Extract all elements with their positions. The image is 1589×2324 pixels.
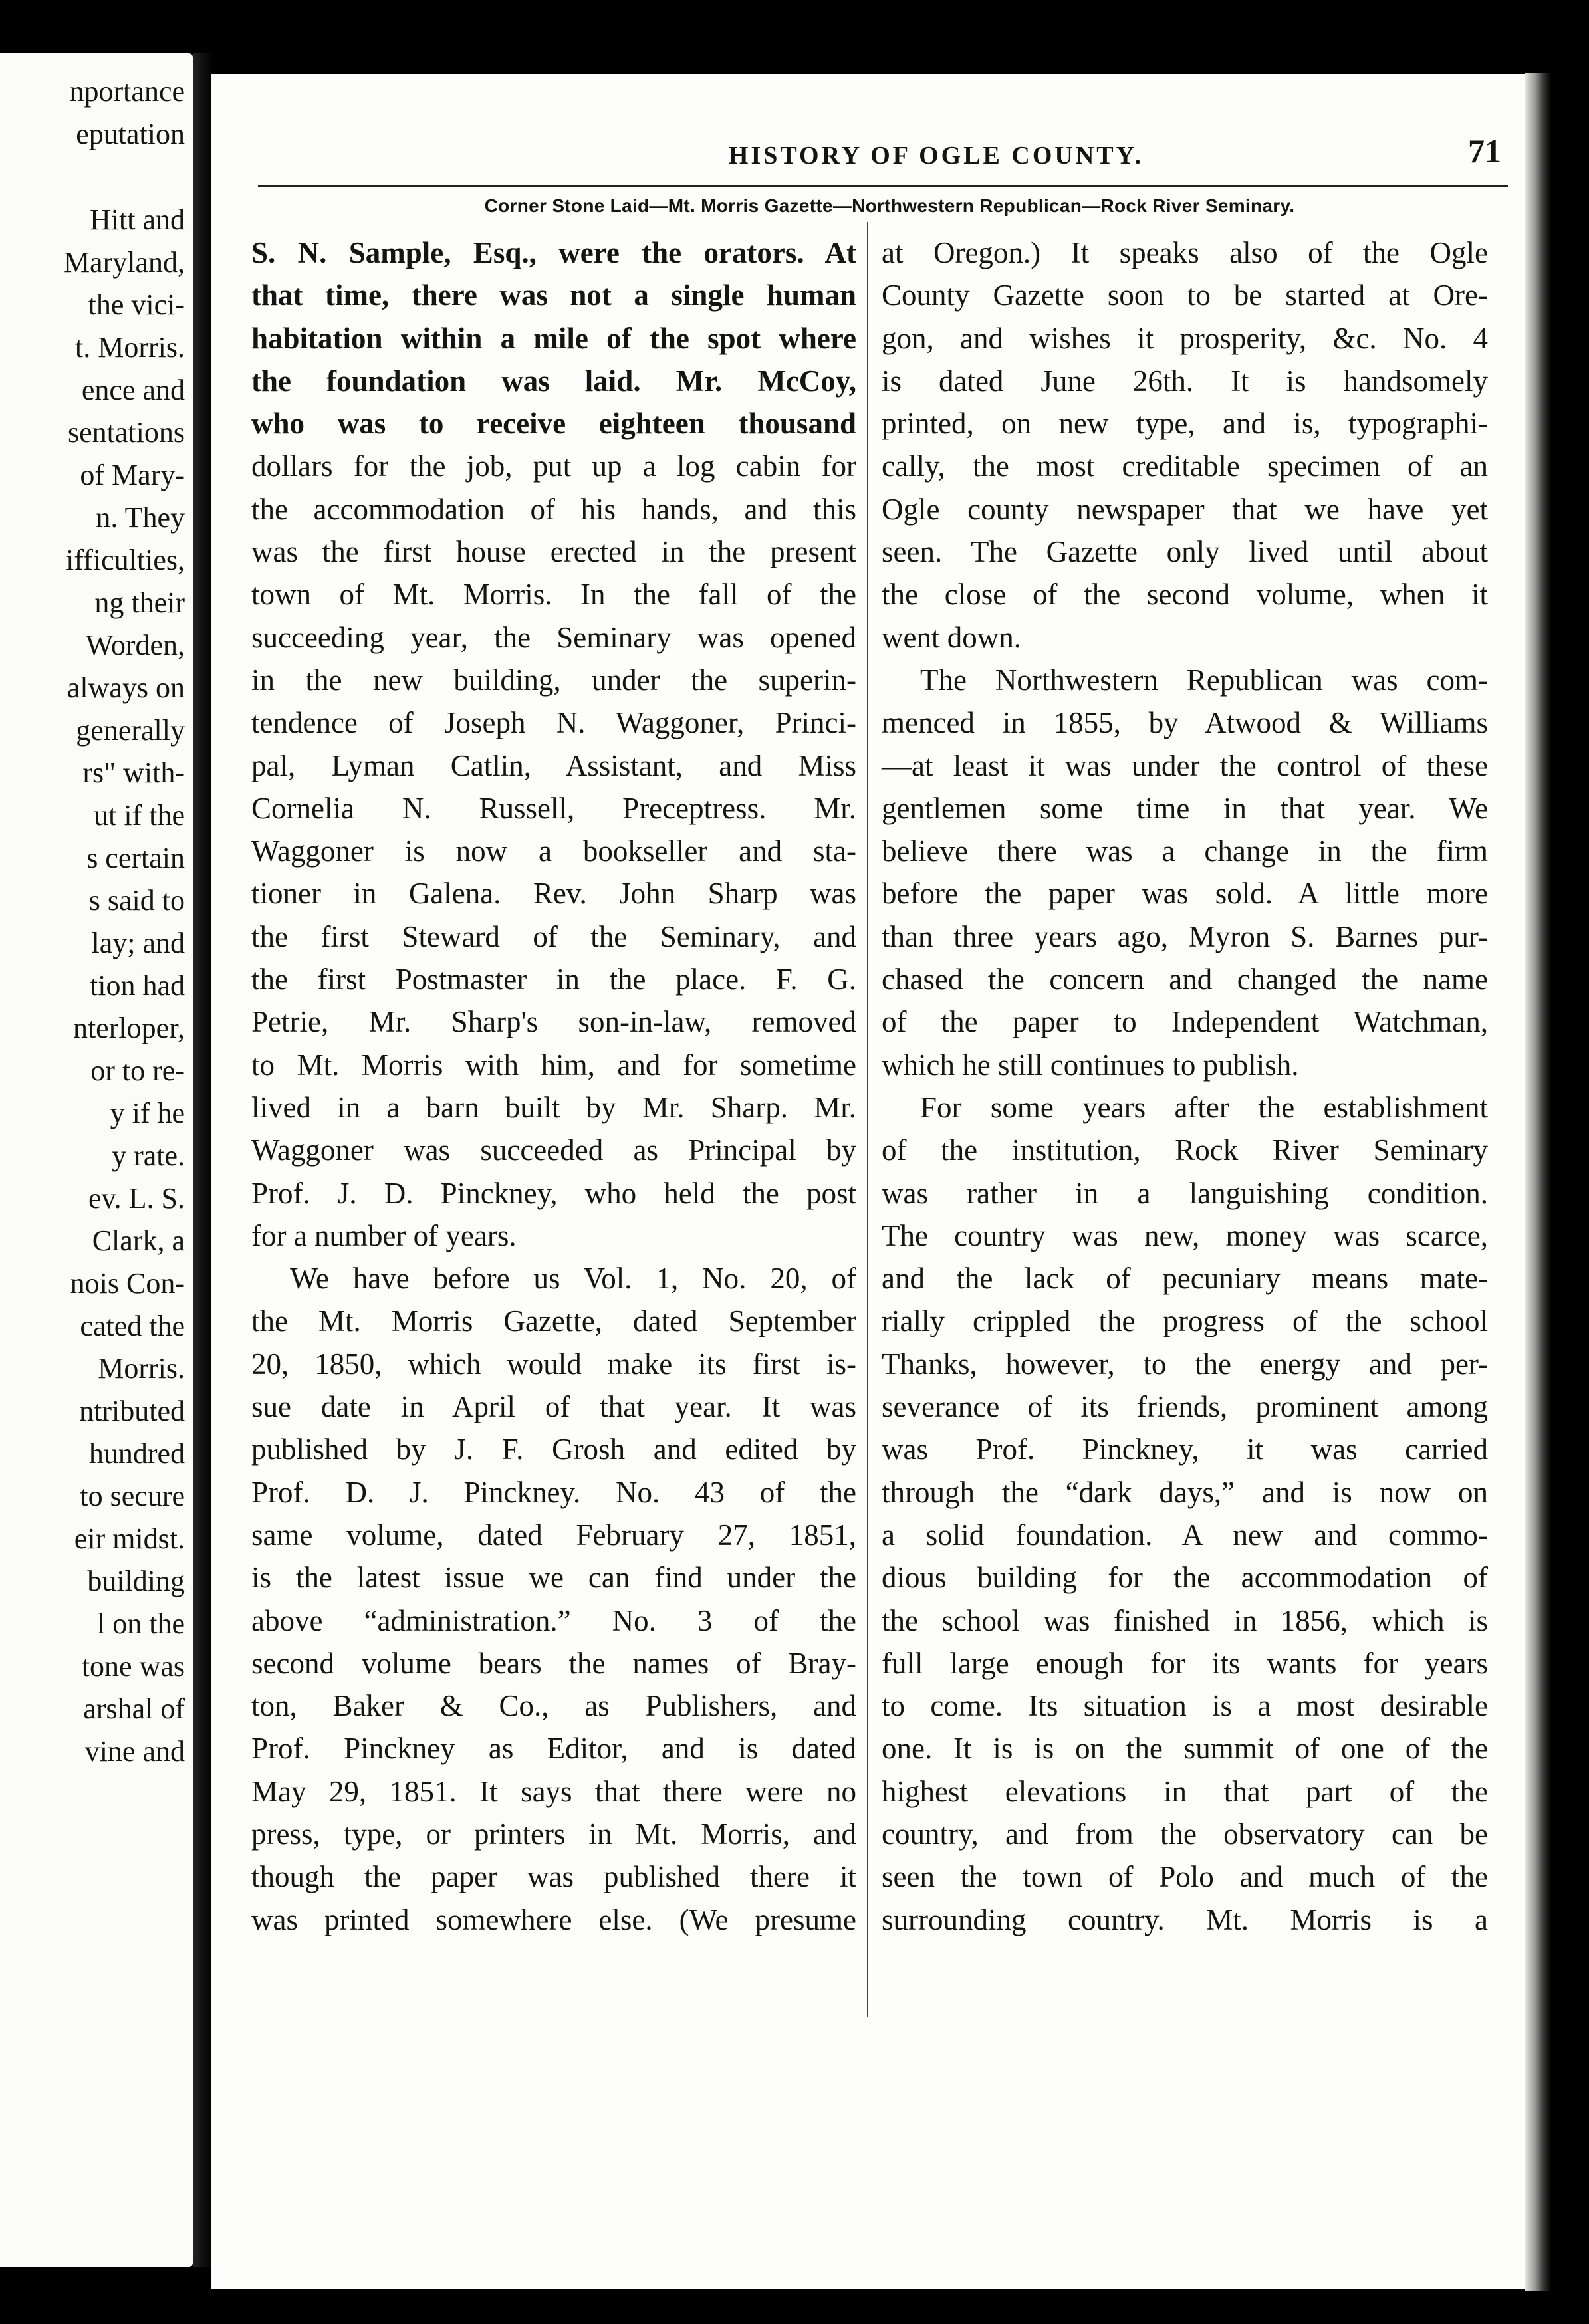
text-line: Cornelia N. Russell, Preceptress. Mr.	[251, 791, 856, 825]
text-line: press, type, or printers in Mt. Morris, and	[251, 1817, 856, 1851]
text-line: second volume bears the names of Bray-	[251, 1646, 856, 1680]
text-line: country, and from the observatory can be	[882, 1817, 1488, 1851]
prev-line: the vici-	[88, 289, 185, 321]
prev-line: Maryland,	[63, 246, 185, 279]
text-line: seen the town of Polo and much of the	[882, 1860, 1488, 1894]
text-line: though the paper was published there it	[251, 1860, 856, 1894]
text-line: was the first house erected in the present	[251, 535, 856, 569]
prev-line: eir midst.	[74, 1522, 185, 1555]
text-line: believe there was a change in the firm	[882, 834, 1488, 868]
text-line: went down.	[882, 620, 1021, 654]
prev-line: ut if the	[94, 799, 185, 832]
text-line: gentlemen some time in that year. We	[882, 791, 1488, 825]
text-line: Ogle county newspaper that we have yet	[882, 492, 1488, 526]
prev-line: y rate.	[112, 1139, 185, 1172]
text-line: was Prof. Pinckney, it was carried	[882, 1433, 1488, 1466]
prev-line: generally	[76, 714, 185, 747]
column-divider	[867, 222, 868, 2017]
text-line: May 29, 1851. It says that there were no	[251, 1774, 856, 1808]
text-line: a solid foundation. A new and commo-	[882, 1518, 1488, 1552]
text-line: town of Mt. Morris. In the fall of the	[251, 578, 856, 612]
text-line: the Mt. Morris Gazette, dated September	[251, 1304, 856, 1338]
text-line: Waggoner is now a bookseller and sta-	[251, 834, 856, 868]
text-line: was rather in a languishing condition.	[882, 1176, 1488, 1210]
prev-line: of Mary-	[80, 459, 185, 491]
text-line: tendence of Joseph N. Waggoner, Princi-	[251, 706, 856, 740]
text-line: The country was new, money was scarce,	[882, 1219, 1488, 1252]
text-line: We have before us Vol. 1, No. 20, of	[290, 1262, 856, 1296]
text-line: and the lack of pecuniary means mate-	[882, 1262, 1488, 1296]
text-line: the first Steward of the Seminary, and	[251, 919, 856, 953]
book-gutter	[193, 53, 213, 2267]
text-line: —at least it was under the control of these	[882, 749, 1488, 782]
page-number: 71	[1468, 132, 1501, 170]
prev-line: ntributed	[79, 1395, 185, 1427]
prev-line: sentations	[68, 416, 185, 449]
text-line: Prof. J. D. Pinckney, who held the post	[251, 1176, 856, 1210]
prev-line: arshal of	[83, 1692, 185, 1725]
text-line: chased the concern and changed the name	[882, 963, 1488, 996]
text-line: S. N. Sample, Esq., were the orators. At	[251, 236, 856, 269]
prev-line: s said to	[88, 884, 185, 917]
running-header: HISTORY OF OGLE COUNTY.	[728, 142, 1144, 170]
text-line: than three years ago, Myron S. Barnes pur-	[882, 919, 1488, 953]
text-line: habitation within a mile of the spot where	[251, 321, 856, 355]
text-line: surrounding country. Mt. Morris is a	[882, 1903, 1488, 1936]
text-line: printed, on new type, and is, typographi-	[882, 407, 1488, 441]
text-line: who was to receive eighteen thousand	[251, 407, 856, 441]
text-line: one. It is is on the summit of one of the	[882, 1732, 1488, 1766]
prev-line: cated the	[80, 1310, 185, 1342]
prev-line: ence and	[81, 374, 185, 406]
text-line: 20, 1850, which would make its first is-	[251, 1347, 856, 1381]
text-line: For some years after the establishment	[920, 1090, 1488, 1124]
text-line: ton, Baker & Co., as Publishers, and	[251, 1689, 856, 1723]
text-line: through the “dark days,” and is now on	[882, 1475, 1488, 1509]
text-line: was printed somewhere else. (We presume	[251, 1903, 856, 1936]
text-line: gon, and wishes it prosperity, &c. No. 4	[882, 321, 1488, 355]
text-line: to Mt. Morris with him, and for sometime	[251, 1048, 856, 1082]
prev-line: nportance	[69, 75, 185, 108]
text-line: the school was finished in 1856, which is	[882, 1603, 1488, 1637]
prev-line: or to re-	[90, 1054, 185, 1087]
prev-line: tion had	[90, 969, 185, 1002]
text-line: same volume, dated February 27, 1851,	[251, 1518, 856, 1552]
text-line: The Northwestern Republican was com-	[920, 663, 1488, 697]
text-line: succeeding year, the Seminary was opened	[251, 620, 856, 654]
text-line: which he still continues to publish.	[882, 1048, 1299, 1082]
text-line: is dated June 26th. It is handsomely	[882, 364, 1488, 398]
text-line: sue date in April of that year. It was	[251, 1390, 856, 1424]
text-line: Waggoner was succeeded as Principal by	[251, 1133, 856, 1167]
text-line: of the institution, Rock River Seminary	[882, 1133, 1488, 1167]
prev-line: t. Morris.	[75, 331, 185, 364]
text-line: dious building for the accommodation of	[882, 1561, 1488, 1595]
prev-line: l on the	[97, 1607, 185, 1640]
page-subheading: Corner Stone Laid—Mt. Morris Gazette—Northwestern Republican—Rock River Seminary.	[484, 195, 1295, 216]
text-line: highest elevations in that part of the	[882, 1774, 1488, 1808]
prev-line: ev. L. S.	[88, 1182, 185, 1215]
text-line: Prof. Pinckney as Editor, and is dated	[251, 1732, 856, 1766]
text-line: menced in 1855, by Atwood & Williams	[882, 706, 1488, 740]
left-column	[251, 231, 856, 1941]
right-column	[882, 231, 1488, 1941]
text-line: for a number of years.	[251, 1219, 517, 1252]
text-line: in the new building, under the superin-	[251, 663, 856, 697]
text-line: Prof. D. J. Pinckney. No. 43 of the	[251, 1475, 856, 1509]
prev-line: lay; and	[91, 927, 185, 959]
text-line: lived in a barn built by Mr. Sharp. Mr.	[251, 1090, 856, 1124]
prev-line: rs" with-	[82, 756, 185, 789]
text-line: that time, there was not a single human	[251, 279, 856, 312]
prev-line: Worden,	[85, 629, 185, 661]
text-line: the first Postmaster in the place. F. G.	[251, 963, 856, 996]
text-line: seen. The Gazette only lived until about	[882, 535, 1488, 569]
prev-line: n. They	[96, 501, 185, 534]
prev-line: tone was	[81, 1650, 185, 1683]
text-line: dollars for the job, put up a log cabin for	[251, 449, 856, 483]
text-line: Thanks, however, to the energy and per-	[882, 1347, 1488, 1381]
page-edge-shadow	[1525, 73, 1551, 2291]
header-rule	[258, 185, 1508, 187]
prev-line: ng their	[94, 586, 185, 619]
text-line: Petrie, Mr. Sharp's son-in-law, removed	[251, 1005, 856, 1039]
prev-line: nois Con-	[70, 1267, 185, 1300]
previous-page-edge	[0, 53, 193, 2267]
text-line: full large enough for its wants for years	[882, 1646, 1488, 1680]
prev-line: to secure	[80, 1480, 185, 1512]
text-line: the foundation was laid. Mr. McCoy,	[251, 364, 856, 398]
prev-line: eputation	[76, 118, 185, 150]
prev-line: s certain	[86, 842, 185, 874]
text-line: the accommodation of his hands, and this	[251, 492, 856, 526]
text-line: at Oregon.) It speaks also of the Ogle	[882, 236, 1488, 269]
text-line: to come. Its situation is a most desirable	[882, 1689, 1488, 1723]
prev-line: Clark, a	[92, 1224, 185, 1257]
text-line: tioner in Galena. Rev. John Sharp was	[251, 877, 856, 911]
text-line: of the paper to Independent Watchman,	[882, 1005, 1488, 1039]
text-line: above “administration.” No. 3 of the	[251, 1603, 856, 1637]
book-page	[211, 74, 1525, 2289]
prev-line: always on	[66, 671, 185, 704]
text-line: cally, the most creditable specimen of an	[882, 449, 1488, 483]
text-line: before the paper was sold. A little more	[882, 877, 1488, 911]
prev-line: building	[87, 1565, 185, 1597]
prev-line: y if he	[110, 1097, 185, 1129]
text-line: rially crippled the progress of the school	[882, 1304, 1488, 1338]
prev-line: Morris.	[98, 1352, 185, 1385]
prev-line: nterloper,	[72, 1012, 185, 1044]
prev-line: vine and	[84, 1735, 185, 1768]
prev-line: hundred	[88, 1437, 185, 1470]
text-line: pal, Lyman Catlin, Assistant, and Miss	[251, 749, 856, 782]
text-line: severance of its friends, prominent among	[882, 1390, 1488, 1424]
prev-line: ifficulties,	[66, 544, 185, 576]
text-line: County Gazette soon to be started at Ore-	[882, 279, 1488, 312]
prev-line: Hitt and	[90, 203, 185, 236]
text-line: is the latest issue we can find under the	[251, 1561, 856, 1595]
text-line: the close of the second volume, when it	[882, 578, 1488, 612]
text-line: published by J. F. Grosh and edited by	[251, 1433, 856, 1466]
